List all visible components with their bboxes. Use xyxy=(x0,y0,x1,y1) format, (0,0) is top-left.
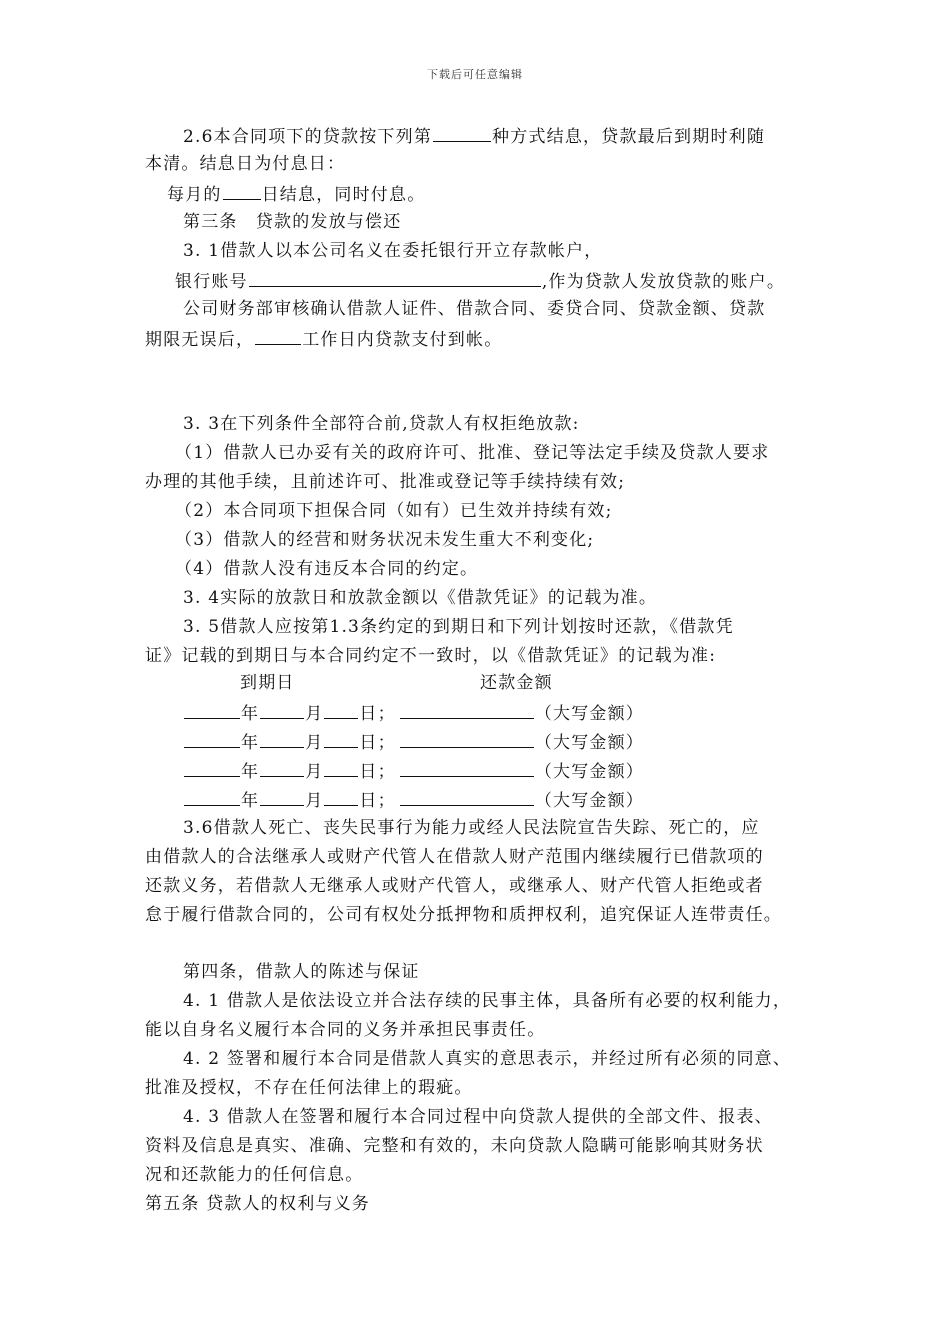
amount-blank xyxy=(400,701,534,719)
clause-4-1-line2: 能以自身名义履行本合同的义务并承担民事责任。 xyxy=(145,1020,546,1040)
amount-blank xyxy=(400,730,534,748)
year-label: 年 xyxy=(241,791,260,811)
article-3-heading: 第三条 贷款的发放与偿还 xyxy=(183,212,402,232)
amount-note: （大写金额） xyxy=(534,791,645,811)
month-blank xyxy=(260,701,304,719)
clause-4-3-line2: 资料及信息是真实、准确、完整和有效的，未向贷款人隐瞒可能影响其财务状 xyxy=(145,1136,764,1156)
clause-3-5-line2: 证》记载的到期日与本合同约定不一致时，以《借款凭证》的记载为准: xyxy=(145,646,717,666)
month-label: 月 xyxy=(305,733,324,753)
day-label: 日； xyxy=(359,733,396,753)
month-blank xyxy=(260,788,304,806)
clause-text: 银行账号 xyxy=(175,272,248,292)
clause-text: 种方式结息，贷款最后到期时利随 xyxy=(492,127,766,147)
blank-field xyxy=(255,327,301,345)
schedule-row xyxy=(183,730,644,754)
day-blank xyxy=(324,730,358,748)
clause-4-2-line2: 批准及授权，不存在任何法律上的瑕疵。 xyxy=(145,1078,473,1098)
schedule-row xyxy=(183,759,644,783)
month-blank xyxy=(260,730,304,748)
article-5-heading: 第五条 贷款人的权利与义务 xyxy=(145,1194,371,1214)
day-label: 日； xyxy=(359,762,396,782)
clause-3-6-line3: 还款义务，若借款人无继承人或财产代管人，或继承人、财产代管人拒绝或者 xyxy=(145,876,764,896)
amount-note: （大写金额） xyxy=(534,762,645,782)
year-blank xyxy=(184,730,240,748)
clause-3-3-item4: （4）借款人没有违反本合同的约定。 xyxy=(175,559,479,579)
clause-4-2-line1: 4. 2 签署和履行本合同是借款人真实的意思表示，并经过所有必须的同意、 xyxy=(183,1049,792,1069)
clause-3-6-line1: 3.6借款人死亡、丧失民事行为能力或经人民法院宣告失踪、死亡的，应 xyxy=(183,818,760,838)
clause-text: ,作为贷款人发放贷款的账户。 xyxy=(541,272,786,292)
day-label: 日； xyxy=(359,704,396,724)
month-blank xyxy=(260,759,304,777)
year-label: 年 xyxy=(241,704,260,724)
clause-2-6-line2: 本清。结息日为付息日： xyxy=(145,154,346,174)
clause-3-1-line2 xyxy=(175,269,785,293)
year-blank xyxy=(184,759,240,777)
clause-3-6-line2: 由借款人的合法继承人或财产代管人在借款人财产范围内继续履行已借款项的 xyxy=(145,847,764,867)
amount-blank xyxy=(400,788,534,806)
year-label: 年 xyxy=(241,733,260,753)
bank-account-blank xyxy=(249,269,541,287)
clause-3-3-item2: （2）本合同项下担保合同（如有）已生效并持续有效; xyxy=(175,501,613,521)
amount-note: （大写金额） xyxy=(534,733,645,753)
schedule-row xyxy=(183,788,644,812)
amount-blank xyxy=(400,759,534,777)
year-blank xyxy=(184,788,240,806)
clause-3-6-line4: 怠于履行借款合同的，公司有权处分抵押物和质押权利，追究保证人连带责任。 xyxy=(145,905,782,925)
blank-field xyxy=(223,182,261,200)
blank-field xyxy=(433,124,491,142)
clause-2-6-line3 xyxy=(167,182,425,206)
amount-note: （大写金额） xyxy=(534,704,645,724)
clause-3-3-item1-line1: （1）借款人已办妥有关的政府许可、批准、登记等法定手续及贷款人要求 xyxy=(175,443,770,463)
page-header: 下载后可任意编辑 xyxy=(427,68,523,81)
day-label: 日； xyxy=(359,791,396,811)
clause-2-6-line1 xyxy=(183,124,765,148)
year-blank xyxy=(184,701,240,719)
clause-text: 每月的 xyxy=(167,185,222,205)
month-label: 月 xyxy=(305,762,324,782)
month-label: 月 xyxy=(305,704,324,724)
month-label: 月 xyxy=(305,791,324,811)
schedule-col-amount: 还款金额 xyxy=(480,673,553,693)
clause-3-1-line3: 公司财务部审核确认借款人证件、借款合同、委贷合同、贷款金额、贷款 xyxy=(183,299,766,319)
day-blank xyxy=(324,759,358,777)
clause-text: 2.6本合同项下的贷款按下列第 xyxy=(183,127,433,147)
clause-4-3-line3: 况和还款能力的任何信息。 xyxy=(145,1165,364,1185)
clause-text: 期限无误后， xyxy=(145,330,255,350)
clause-3-1-line4 xyxy=(145,327,502,351)
clause-3-4: 3. 4实际的放款日和放款金额以《借款凭证》的记载为准。 xyxy=(183,588,658,608)
clause-text: 日结息，同时付息。 xyxy=(261,185,426,205)
clause-3-3-item3: （3）借款人的经营和财务状况未发生重大不利变化; xyxy=(175,530,595,550)
clause-text: 工作日内贷款支付到帐。 xyxy=(302,330,503,350)
clause-3-3-heading: 3. 3在下列条件全部符合前,贷款人有权拒绝放款: xyxy=(183,414,580,434)
clause-3-1-line1: 3. 1借款人以本公司名义在委托银行开立存款帐户， xyxy=(183,241,603,261)
day-blank xyxy=(324,788,358,806)
article-4-heading: 第四条，借款人的陈述与保证 xyxy=(183,962,420,982)
clause-4-1-line1: 4. 1 借款人是依法设立并合法存续的民事主体，具备所有必要的权利能力， xyxy=(183,991,792,1011)
day-blank xyxy=(324,701,358,719)
schedule-col-due-date: 到期日 xyxy=(240,673,295,693)
clause-3-5-line1: 3. 5借款人应按第1.3条约定的到期日和下列计划按时还款，《借款凭 xyxy=(183,617,734,637)
schedule-row xyxy=(183,701,644,725)
clause-3-3-item1-line2: 办理的其他手续，且前述许可、批准或登记等手续持续有效; xyxy=(145,472,626,492)
clause-4-3-line1: 4. 3 借款人在签署和履行本合同过程中向贷款人提供的全部文件、报表、 xyxy=(183,1107,773,1127)
year-label: 年 xyxy=(241,762,260,782)
